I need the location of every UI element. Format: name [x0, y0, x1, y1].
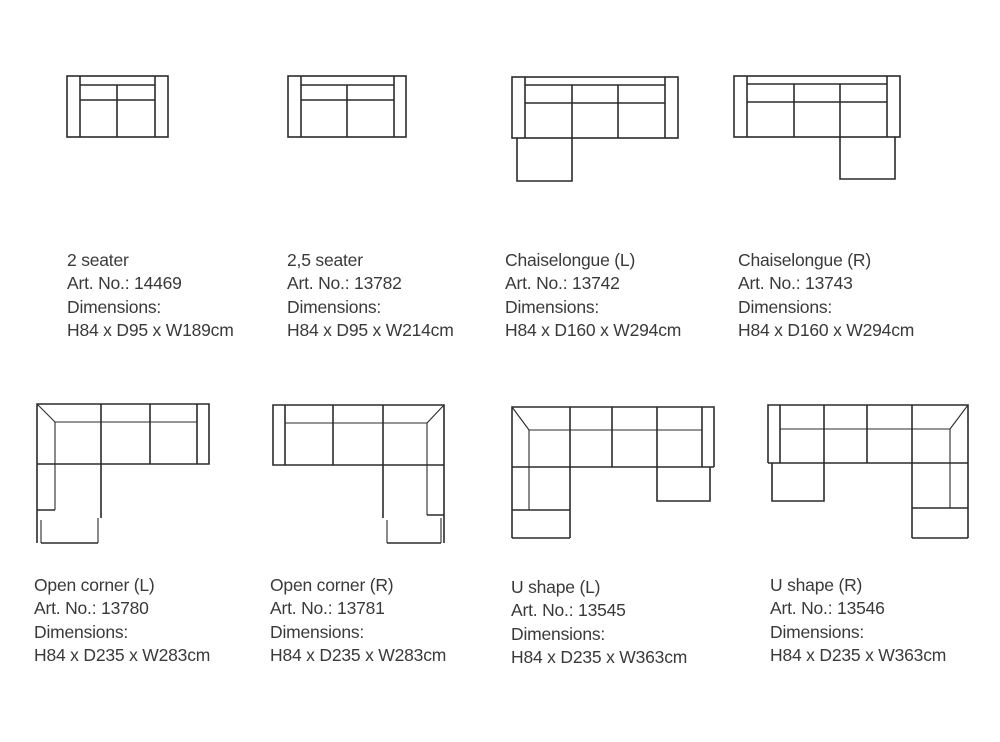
sofa-art-no: Art. No.: 13546 — [770, 598, 885, 619]
sofa-name: Chaiselongue (L) — [505, 250, 636, 270]
sofa-name: Chaiselongue (R) — [738, 250, 871, 270]
sofa-dimensions: H84 x D160 x W294cm — [738, 319, 915, 340]
sofa-dimensions: H84 x D235 x W283cm — [270, 644, 447, 665]
sofa-art-no: Art. No.: 14469 — [67, 273, 182, 294]
sofa-dimensions-label: Dimensions: — [34, 621, 129, 642]
sofa-dimensions-label: Dimensions: — [511, 623, 606, 644]
sofa-2-seater-icon — [67, 76, 168, 137]
sofa-caption — [505, 249, 681, 342]
open-corner-left-icon — [37, 404, 209, 543]
sofa-caption — [287, 249, 454, 342]
sofa-name: Open corner (L) — [34, 575, 155, 595]
sofa-art-no: Art. No.: 13743 — [738, 273, 853, 294]
sofa-art-no: Art. No.: 13742 — [505, 273, 620, 294]
open-corner-right-icon — [273, 405, 444, 543]
sofa-caption — [67, 249, 234, 342]
sofa-caption — [738, 249, 914, 342]
sofa-name: Open corner (R) — [270, 575, 394, 595]
sofa-name: 2 seater — [67, 250, 129, 270]
sofa-dimensions: H84 x D160 x W294cm — [505, 319, 682, 340]
sofa-dimensions: H84 x D235 x W363cm — [511, 646, 688, 667]
sofa-name: U shape (R) — [770, 575, 863, 595]
sofa-dimensions-label: Dimensions: — [287, 296, 382, 317]
sofa-art-no: Art. No.: 13545 — [511, 600, 626, 621]
sofa-caption — [511, 576, 687, 669]
sofa-dimensions-label: Dimensions: — [505, 296, 600, 317]
chaiselongue-right-icon — [734, 76, 900, 179]
sofa-2-5-seater-icon — [288, 76, 406, 137]
sofa-dimensions-label: Dimensions: — [67, 296, 162, 317]
sofa-dimensions: H84 x D95 x W189cm — [67, 319, 234, 340]
sofa-dimensions: H84 x D235 x W363cm — [770, 644, 947, 665]
sofa-dimensions: H84 x D95 x W214cm — [287, 319, 454, 340]
u-shape-right-icon — [768, 405, 968, 538]
sofa-art-no: Art. No.: 13781 — [270, 598, 385, 619]
u-shape-left-icon — [512, 407, 714, 538]
sofa-name: 2,5 seater — [287, 250, 363, 270]
sofa-art-no: Art. No.: 13780 — [34, 598, 149, 619]
sofa-caption — [770, 574, 946, 667]
sofa-dimensions-label: Dimensions: — [770, 621, 865, 642]
sofa-caption — [34, 574, 210, 667]
sofa-art-no: Art. No.: 13782 — [287, 273, 402, 294]
sofa-caption — [270, 574, 446, 667]
chaiselongue-left-icon — [512, 77, 678, 181]
sofa-dimensions: H84 x D235 x W283cm — [34, 644, 211, 665]
sofa-dimensions-label: Dimensions: — [270, 621, 365, 642]
sofa-dimensions-label: Dimensions: — [738, 296, 833, 317]
sofa-name: U shape (L) — [511, 577, 601, 597]
